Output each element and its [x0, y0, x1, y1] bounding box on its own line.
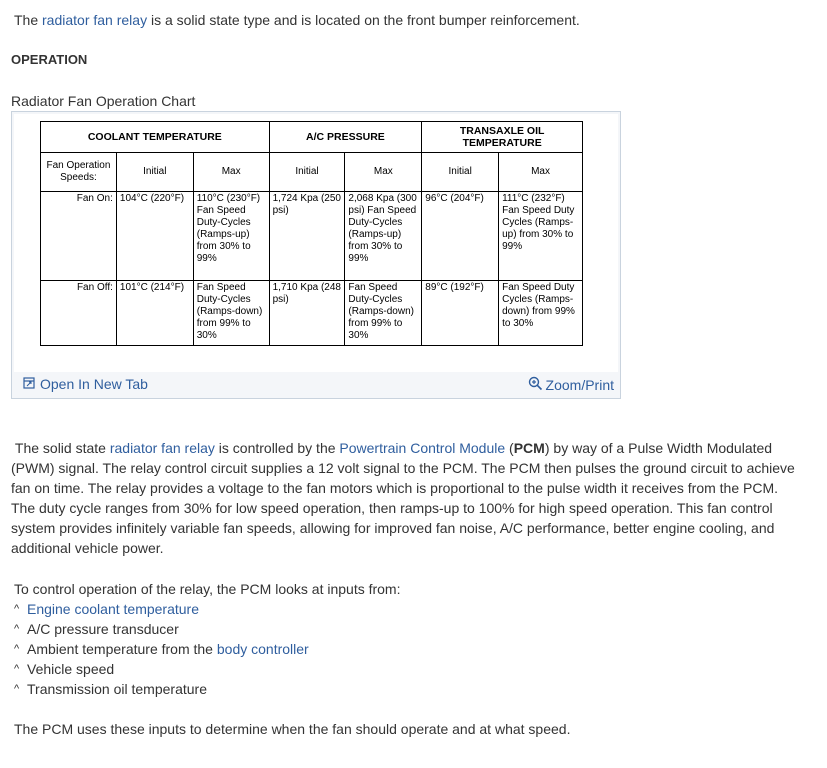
caret-bullet: ^	[14, 663, 20, 675]
intro-post: is a solid state type and is located on the front bumper reinforcement.	[147, 12, 580, 28]
chart-title: Radiator Fan Operation Chart	[11, 93, 196, 109]
table-row	[41, 281, 583, 346]
sub-header: Initial	[422, 153, 499, 192]
radiator-fan-relay-link[interactable]: radiator fan relay	[109, 440, 215, 456]
list-item	[14, 679, 309, 699]
engine-coolant-temperature-link[interactable]: Engine coolant temperature	[27, 601, 199, 617]
intro-pre: The	[14, 12, 43, 28]
intro-paragraph	[14, 11, 580, 29]
table-group-header-row	[41, 122, 583, 153]
list-item	[14, 659, 309, 679]
table-cell: 110°C (230°F) Fan Speed Duty-Cycles (Ramps-up) from 30% to 99%	[193, 192, 269, 281]
powertrain-control-module-link[interactable]: Powertrain Control Module	[339, 440, 506, 456]
closing-paragraph: The PCM uses these inputs to determine when the fan should operate and at what speed.	[14, 721, 571, 737]
section-heading: OPERATION	[11, 52, 88, 67]
body-text: is controlled by the	[214, 440, 340, 456]
magnifier-plus-icon	[528, 376, 543, 394]
table-cell: 101°C (214°F)	[116, 281, 193, 346]
figure-action-bar	[12, 375, 620, 397]
inputs-intro: To control operation of the relay, the PCM looks at inputs from:	[14, 581, 401, 597]
body-paragraph	[11, 438, 801, 558]
chart-figure	[11, 111, 621, 399]
body-text: )	[544, 440, 550, 456]
table-cell: 89°C (192°F)	[422, 281, 499, 346]
body-text: The solid state	[14, 440, 110, 456]
row-label: Fan On:	[41, 192, 117, 281]
list-item-text: Transmission oil temperature	[27, 681, 207, 697]
list-item	[14, 619, 309, 639]
list-item-text: Ambient temperature from the	[27, 641, 217, 657]
table-sub-header-row	[41, 153, 583, 192]
table-row	[41, 192, 583, 281]
body-text: by way of a Pulse Width Modulated (PWM) signal. The relay control circuit supplies a 12 volt signal to the PCM. The PCM then pulses the ground circuit to achieve fan on time. The relay provides a voltage to the fan motors which is proportional to the pulse width it receives from the PCM. The duty cycle ranges from 30% for low speed operation, then ramps-up to 100% for high speed operation. This fan control system provides infinitely variable fan speeds, allowing for improved fan noise, A/C performance, better engine cooling, and additional vehicle power.	[11, 440, 795, 556]
table-cell: 96°C (204°F)	[422, 192, 499, 281]
table-cell: 1,710 Kpa (248 psi)	[269, 281, 345, 346]
row-label: Fan Off:	[41, 281, 117, 346]
group-header-coolant: COOLANT TEMPERATURE	[41, 122, 270, 153]
sub-header: Initial	[269, 153, 345, 192]
fan-operation-table	[40, 121, 583, 346]
table-cell: Fan Speed Duty-Cycles (Ramps-down) from 99% to 30%	[193, 281, 269, 346]
table-cell: 1,724 Kpa (250 psi)	[269, 192, 345, 281]
table-cell: Fan Speed Duty-Cycles (Ramps-down) from 99% to 30%	[345, 281, 422, 346]
body-controller-link[interactable]: body controller	[216, 641, 309, 657]
zoom-print-label: Zoom/Print	[545, 377, 614, 393]
sub-header: Max	[193, 153, 269, 192]
list-item-text: Vehicle speed	[27, 661, 115, 677]
radiator-fan-relay-link[interactable]: radiator fan relay	[42, 12, 148, 28]
list-item	[14, 599, 309, 619]
table-cell: 111°C (232°F) Fan Speed Duty Cycles (Ramps-up) from 30% to 99%	[499, 192, 583, 281]
sub-header: Max	[499, 153, 583, 192]
open-in-new-tab-label: Open In New Tab	[40, 376, 148, 392]
pcm-bold: PCM	[513, 440, 545, 456]
chart-image	[14, 114, 618, 372]
zoom-print-link[interactable]	[528, 376, 614, 394]
sub-header: Initial	[116, 153, 193, 192]
sub-header: Max	[345, 153, 422, 192]
caret-bullet: ^	[14, 623, 20, 635]
caret-bullet: ^	[14, 683, 20, 695]
open-tab-icon	[23, 376, 35, 392]
body-text: (	[505, 440, 514, 456]
table-cell: 2,068 Kpa (300 psi) Fan Speed Duty-Cycles (Ramps-up) from 30% to 99%	[345, 192, 422, 281]
open-in-new-tab-link[interactable]	[23, 376, 148, 392]
inputs-list	[14, 599, 309, 699]
caret-bullet: ^	[14, 603, 20, 615]
table-cell: Fan Speed Duty Cycles (Ramps-down) from 99% to 30%	[499, 281, 583, 346]
list-item-text: A/C pressure transducer	[27, 621, 179, 637]
table-cell: 104°C (220°F)	[116, 192, 193, 281]
row-label-header: Fan Operation Speeds:	[41, 153, 117, 192]
list-item	[14, 639, 309, 659]
group-header-ac: A/C PRESSURE	[269, 122, 422, 153]
group-header-transaxle: TRANSAXLE OIL TEMPERATURE	[422, 122, 583, 153]
caret-bullet: ^	[14, 643, 20, 655]
